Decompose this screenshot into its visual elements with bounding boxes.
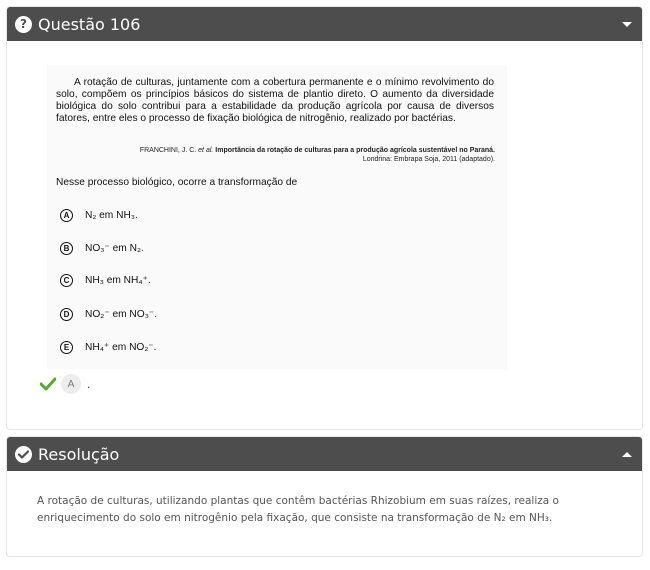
option-text: NH₄⁺ em NO₂⁻. xyxy=(85,342,157,353)
check-icon xyxy=(40,377,56,391)
option-letter: A xyxy=(60,209,73,222)
option-letter: E xyxy=(60,341,73,354)
citation-author: FRANCHINI, J. C. xyxy=(139,147,197,154)
question-circle-icon: ? xyxy=(15,16,32,33)
resolution-title: Resolução xyxy=(38,444,120,464)
passage-text: A rotação de culturas, juntamente com a cobertura permanente e o mínimo revolvimento do solo, compõem os princípios básicos do sistema de plantio direto. O aumento da diversidade biológica do solo contribui para a estabilidade da produção agrícola por causa de diversos fatores, entre eles o processo de fixação biológica de nitrogênio, realizado por bactérias. xyxy=(56,77,494,124)
question-panel xyxy=(6,6,643,430)
citation-title: Importância da rotação de culturas para a produção agrícola sustentável no Paraná. xyxy=(215,147,495,154)
option-text: NH₃ em NH₄⁺. xyxy=(85,275,151,286)
answer-suffix: . xyxy=(87,377,91,391)
resolution-panel-header[interactable] xyxy=(7,437,642,471)
option-text: N₂ em NH₃. xyxy=(85,210,138,221)
option-a xyxy=(60,209,138,222)
option-e xyxy=(60,341,157,354)
option-letter: B xyxy=(60,242,73,255)
option-letter: C xyxy=(60,274,73,287)
citation-etal: et al. xyxy=(198,147,214,154)
option-d xyxy=(60,308,157,321)
answer-badge: A xyxy=(61,374,81,394)
question-image xyxy=(47,65,507,369)
citation-publisher: Londrina: Embrapa Soja, 2011 (adaptado). xyxy=(362,156,495,163)
resolution-text: A rotação de culturas, utilizando plantas que contêm bactérias Rhizobium em suas raízes, realiza o enriquecimento do solo em nitrogênio pela fixação, que consiste na transformação de N₂ em NH₃. xyxy=(37,495,559,524)
option-c xyxy=(60,274,151,287)
question-panel-header[interactable] xyxy=(7,7,642,41)
resolution-panel xyxy=(6,436,643,557)
chevron-up-icon[interactable] xyxy=(622,452,632,457)
chevron-down-icon[interactable] xyxy=(622,22,632,27)
option-b xyxy=(60,242,144,255)
check-circle-icon xyxy=(15,446,32,463)
answer-row xyxy=(40,374,90,394)
option-text: NO₂⁻ em NO₃⁻. xyxy=(85,309,158,320)
option-text: NO₃⁻ em N₂. xyxy=(85,243,144,254)
citation xyxy=(75,146,495,164)
option-letter: D xyxy=(60,308,73,321)
question-title: Questão 106 xyxy=(38,14,141,34)
question-stem: Nesse processo biológico, ocorre a transformação de xyxy=(56,177,298,188)
